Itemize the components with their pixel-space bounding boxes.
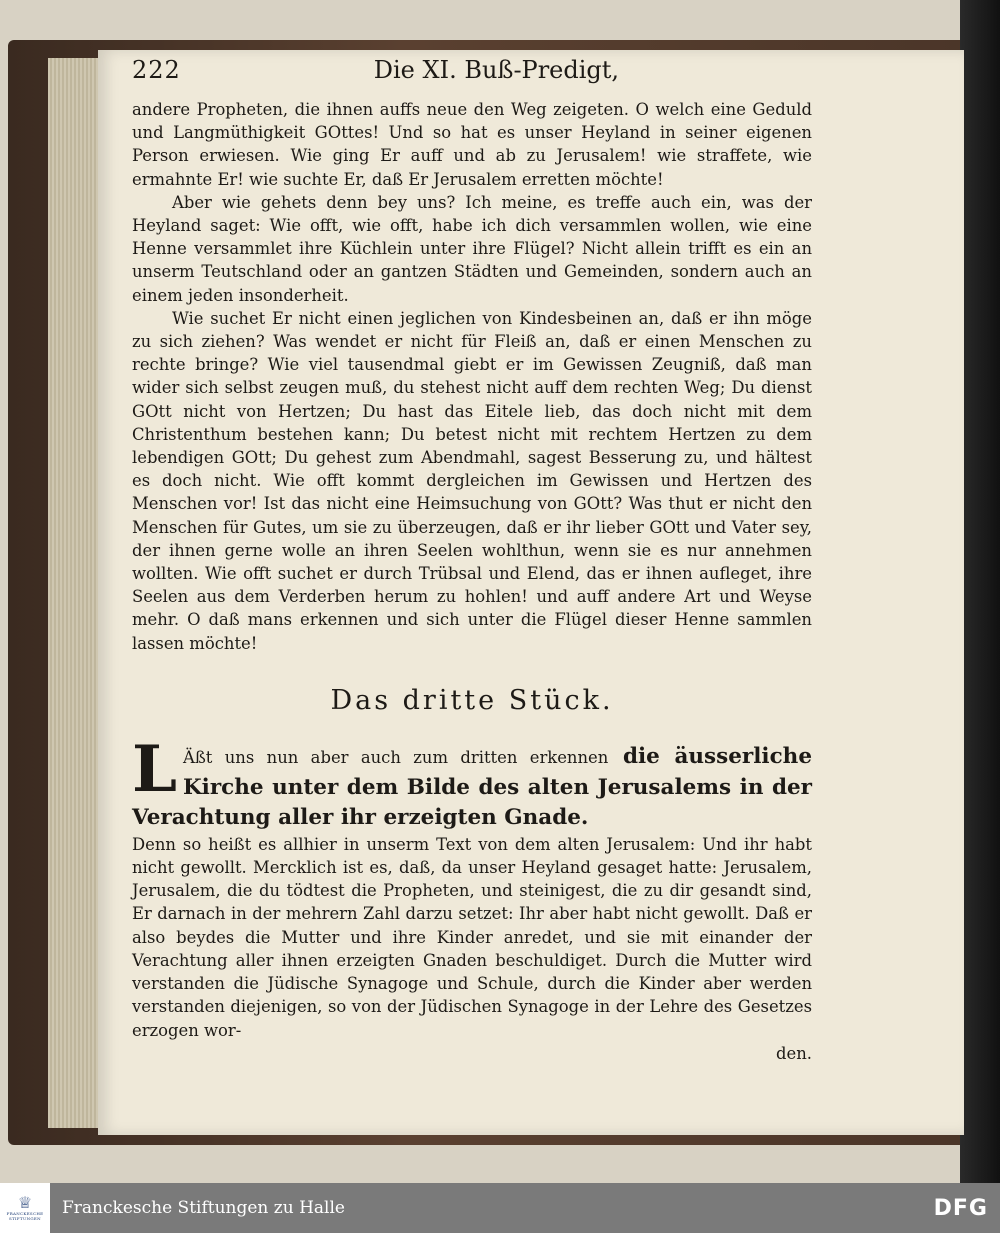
franckesche-logo[interactable] <box>0 1183 50 1233</box>
section-intro-bold: die äusserliche Kirche unter dem Bilde des alten Jerusalems in der Verachtung aller ihr erzeigten Gnade. <box>132 743 812 830</box>
drop-initial: L <box>132 731 177 807</box>
institution-name[interactable]: Franckesche Stiftungen zu Halle <box>62 1198 345 1218</box>
paragraph-3: Wie suchet Er nicht einen jeglichen von Kindesbeinen an, daß er ihn möge zu sich ziehen? Was wendet er nicht für Fleiß an, daß er einen Menschen zu rechte bringe? Wie viel tausendmal giebt er im Gewissen Zeugniß, daß man wider sich selbst zeugen muß, du stehest nicht auff dem rechten Weg; Du dienst GOtt nicht von Hertzen; Du hast das Eitele lieb, das doch nicht mit dem Christenthum bestehen kann; Du betest nicht mit rechtem Hertzen zu dem lebendigen GOtt; Du gehest zum Abendmahl, sagest Besserung zu, und hältest es doch nicht. Wie offt kommt dergleichen im Gewissen und Hertzen des Menschen vor! Ist das nicht eine Heimsuchung von GOtt? Was thut er nicht den Menschen für Gutes, um sie zu überzeugen, daß er ihr lieber GOtt und Vater sey, der ihnen gerne wolle an ihren Seelen wohlthun, wenn sie es nur annehmen wollten. Wie offt suchet er durch Trübsal und Elend, das er ihnen aufleget, ihre Seelen aus dem Verderben herum zu hohlen! und auff andere Art und Weyse mehr. O daß mans erkennen und sich unter die Flügel dieser Henne sammlen lassen möchte! <box>132 308 812 653</box>
section-heading: Das dritte Stück. <box>330 684 614 716</box>
institution-emblem-icon: ♕ <box>17 1193 33 1212</box>
page-number: 222 <box>132 56 181 84</box>
page-content <box>132 56 812 1063</box>
running-head <box>132 56 812 84</box>
dfg-logo[interactable]: DFG <box>933 1195 988 1221</box>
section-body: Denn so heißt es allhier in unserm Text von dem alten Jerusalem: Und ihr habt nicht gewollt. Mercklich ist es, daß, da unser Heyland gesaget hatte: Jerusalem, Jerusalem, die du tödtest die Propheten, und steinigest, die zu dir gesandt sind, Er darnach in der mehrern Zahl darzu setzet: Ihr aber habt nicht gewollt. Daß er also beydes die Mutter und ihre Kinder anredet, und sie mit einander der Verachtung aller ihnen erzeigten Gnaden beschuldiget. Durch die Mutter wird verstanden die Jüdische Synagoge und Schule, durch die Kinder aber werden verstanden diejenigen, so von der Jüdischen Synagoge in der Lehre des Gesetzes erzogen wor- <box>132 834 812 1040</box>
scan-border <box>960 0 1000 1183</box>
page-edges <box>48 58 104 1128</box>
running-title: Die XI. Buß-Predigt, <box>373 56 620 84</box>
paragraph-1: andere Propheten, die ihnen auffs neue den Weg zeigeten. O welch eine Geduld und Langmüthigkeit GOttes! Und so hat es unser Heyland in seiner eigenen Person erwiesen. Wie ging Er auff und ab zu Jerusalem! wie straffete, wie ermahnte Er! wie suchte Er, daß Er Jerusalem erretten möchte! <box>132 100 812 189</box>
section-intro <box>132 731 812 833</box>
viewer-footer <box>0 1183 1000 1233</box>
logo-caption: FRANCKESCHE STIFTUNGEN <box>6 1211 44 1221</box>
section-intro-plain: Äßt uns nun aber auch zum dritten erkennen <box>183 747 609 767</box>
catchword: den. <box>776 1043 812 1063</box>
paragraph-2: Aber wie gehets denn bey uns? Ich meine, es treffe auch ein, was der Heyland saget: Wie offt, wie offt, habe ich dich versammlen wollen, wie eine Henne versammlet ihre Küchlein unter ihre Flügel? Nicht allein trifft es ein an unserm Teutschland oder an gantzen Städten und Gemeinden, sondern auch an einem jeden insonderheit. <box>132 192 812 305</box>
